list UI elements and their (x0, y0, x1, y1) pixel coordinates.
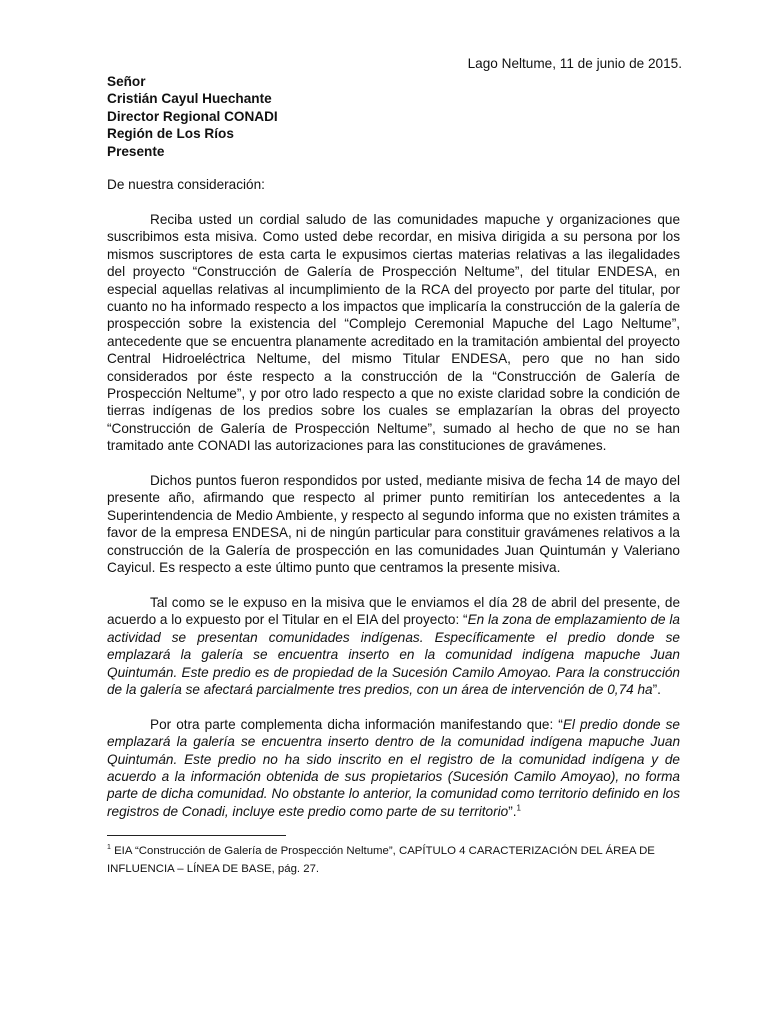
footnote (107, 843, 687, 878)
paragraph-2: Dichos puntos fueron respondidos por usted, mediante misiva de fecha 14 de mayo del presente año, afirmando que respecto al primer punto remitirían los antecedentes a la Superintendencia de Medio Ambiente, y respecto al segundo informa que no existen trámites a favor de la empresa ENDESA, ni de ningún particular para constituir gravámenes relativos a la construcción de la Galería de prospección en las comunidades Juan Quintumán y Valeriano Cayicul. Es respecto a este último punto que centramos la presente misiva. (107, 473, 680, 576)
footnote-reference: 1 (516, 803, 521, 813)
footnote-mark: 1 (107, 844, 111, 852)
date-line: Lago Neltume, 11 de junio de 2015. (467, 56, 682, 71)
recipient-line: Región de Los Ríos (107, 126, 234, 142)
recipient-line: Presente (107, 143, 165, 159)
paragraph-3-intro: Tal como se le expuso en la misiva que le enviamos el día 28 de abril del presente, de acuerdo a lo expuesto por el Titular en el EIA del proyecto: “ (107, 594, 680, 628)
footnote-separator (107, 835, 286, 836)
salutation: De nuestra consideración: (107, 177, 265, 192)
recipient-line: Cristián Cayul Huechante (107, 91, 272, 107)
paragraph-3-end: ”. (652, 681, 661, 697)
recipient-line: Director Regional CONADI (107, 108, 278, 124)
paragraph-4 (107, 716, 680, 820)
eia-quote-2: El predio donde se emplazará la galería se encuentra inserto dentro de la comunidad indígena mapuche Juan Quintumán. Este predio no ha sido inscrito en el registro de la comunidad indígena y de acuerdo a la información obtenida de sus propietarios (Sucesión Camilo Amoyao), no forma parte de dicha comunidad. No obstante lo anterior, la comunidad como territorio definido en los registros de Conadi, incluye este predio como parte de su territorio (107, 716, 680, 819)
footnote-text: EIA “Construcción de Galería de Prospección Neltume”, CAPÍTULO 4 CARACTERIZACIÓN DEL ÁREA DE INFLUENCIA – LÍNEA DE BASE, pág. 27. (107, 845, 655, 875)
letter-body (107, 211, 680, 838)
paragraph-3 (107, 594, 680, 698)
paragraph-4-intro: Por otra parte complementa dicha información manifestando que: “ (150, 716, 563, 732)
recipient-block (107, 73, 278, 160)
eia-quote-1: En la zona de emplazamiento de la actividad se presentan comunidades indígenas. Específicamente el predio donde se emplazará la galería se encuentra inserto en la comunidad indígena mapuche Juan Quintumán. Este predio es de propiedad de la Sucesión Camilo Amoyao. Para la construcción de la galería se afectará parcialmente tres predios, con un área de intervención de 0,74 ha (107, 612, 680, 697)
recipient-line: Señor (107, 74, 146, 89)
paragraph-4-end: ”. (508, 803, 517, 819)
paragraph-1: Reciba usted un cordial saludo de las comunidades mapuche y organizaciones que suscribimos esta misiva. Como usted debe recordar, en misiva dirigida a su persona por los mismos suscriptores de esta carta le expusimos ciertas materias relativas a las ilegalidades del proyecto “Construcción de Galería de Prospección Neltume”, del titular ENDESA, en especial aquellas relativas al incumplimiento de la RCA del proyecto por parte del titular, por cuanto no ha informado respecto a los impactos que implicaría la construcción de la galería de prospección sobre la existencia del “Complejo Ceremonial Mapuche del Lago Neltume”, antecedente que se encuentra planamente acreditado en la tramitación ambiental del proyecto Central Hidroeléctrica Neltume, del mismo Titular ENDESA, pero que no han sido considerados por éste respecto a la construcción de la “Construcción de Galería de Prospección Neltume”, y por otro lado respecto a que no existe claridad sobre la condición de tierras indígenas de los predios sobre los cuales se emplazarían la obras del proyecto “Construcción de Galería de Prospección Neltume”, sumado al hecho de que no se han tramitado ante CONADI las autorizaciones para las constituciones de gravámenes. (107, 212, 680, 454)
